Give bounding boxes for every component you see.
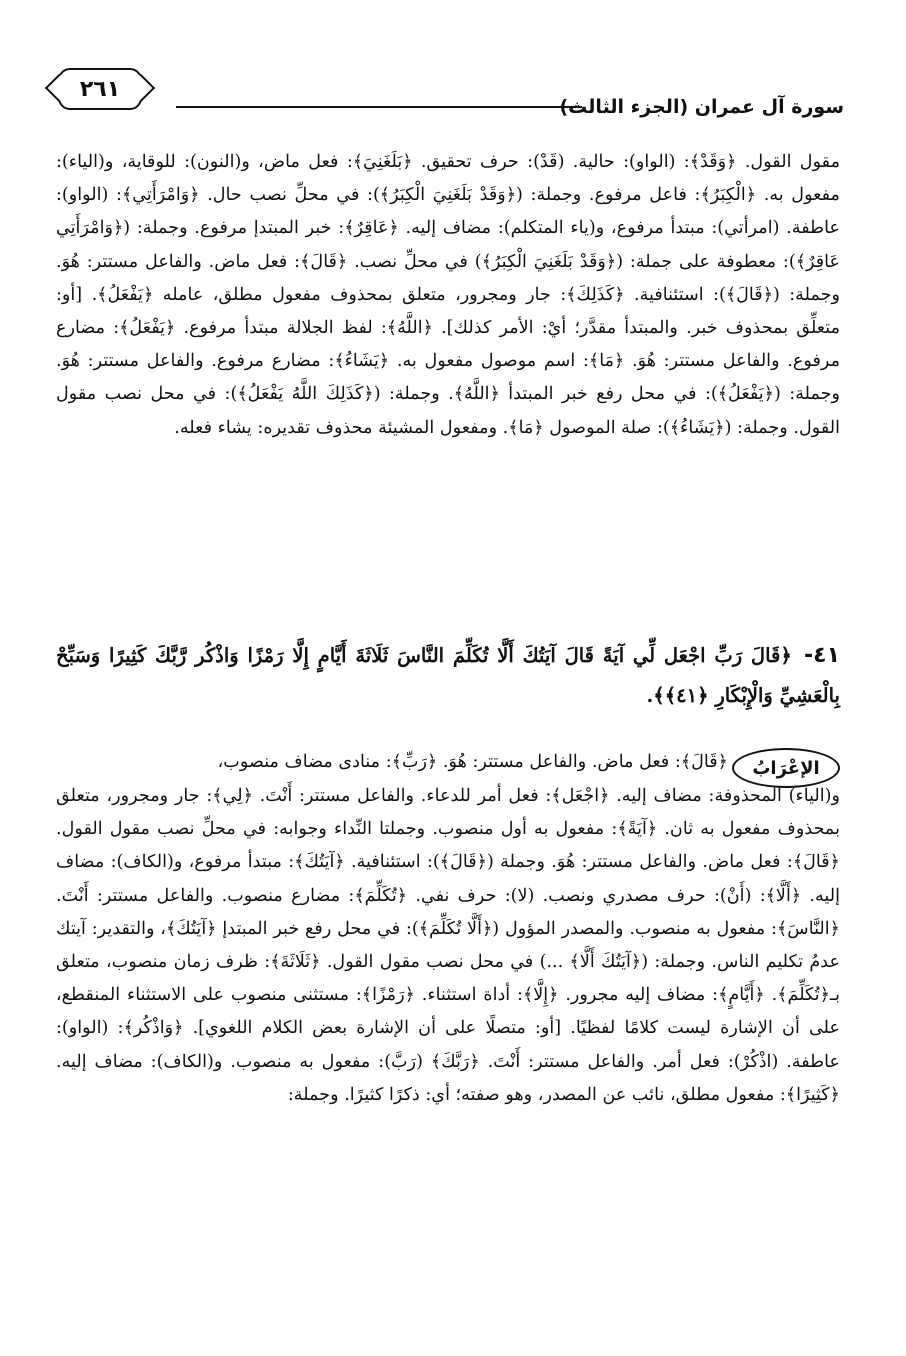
grammar-text-block-1: [56, 146, 840, 445]
grammar-text-block-2: [56, 780, 840, 1112]
grammar-text-first-line: [56, 746, 728, 779]
quran-verse: [56, 636, 840, 716]
page-number: ٢٦١: [79, 76, 121, 102]
page-header: [58, 68, 844, 120]
verse-text: ﴿قَالَ رَبِّ اجْعَل لِّي آيَةً قَالَ آيَتُكَ أَلَّا تُكَلِّمَ النَّاسَ ثَلَاثَةَ أَيَّامٍ إِلَّا رَمْزًا وَاذْكُر رَّبَّكَ كَثِيرًا وَسَبِّحْ بِالْعَشِيِّ وَالْإِبْكَارِ ﴿٤١﴾﴾.: [56, 644, 840, 707]
paragraph: مقول القول. ﴿وَقَدْ﴾: (الواو): حالية. (قَدْ): حرف تحقيق. ﴿بَلَغَنِيَ﴾: فعل ماض، و(النون): للوقاية، و(الياء): مفعول به. ﴿الْكِبَرُ﴾: فاعل مرفوع. وجملة: (﴿وَقَدْ بَلَغَنِيَ الْكِبَرُ﴾): في محلِّ نصب حال. ﴿وَامْرَأَتِي﴾: (الواو): عاطفة. (امرأتي): مبتدأ مرفوع، و(ياء المتكلم): مضاف إليه. ﴿عَاقِرٌ﴾: خبر المبتدإ مرفوع. وجملة: (﴿وَامْرَأَتِي عَاقِرٌ﴾): معطوفة على جملة: (﴿وَقَدْ بَلَغَنِيَ الْكِبَرُ﴾) في محلِّ نصب. ﴿قَالَ﴾: فعل ماض. والفاعل مستتر: هُوَ. وجملة: (﴿قَالَ﴾): استئنافية. ﴿كَذَلِكَ﴾: جار ومجرور، متعلق بمحذوف مفعول مطلق، عامله ﴿يَفْعَلُ﴾. [أو: متعلِّق بمحذوف خبر. والمبتدأ مقدَّر؛ أيْ: الأمر كذلك]. ﴿اللَّهُ﴾: لفظ الجلالة مبتدأ مرفوع. ﴿يَفْعَلُ﴾: مضارع مرفوع. والفاعل مستتر: هُوَ. ﴿مَا﴾: اسم موصول مفعول به. ﴿يَشَاءُ﴾: مضارع مرفوع. والفاعل مستتر: هُوَ. وجملة: (﴿يَفْعَلُ﴾): في محل رفع خبر المبتدأ ﴿اللَّهُ﴾. وجملة: (﴿كَذَلِكَ اللَّهُ يَفْعَلُ﴾): في محل نصب مقول القول. وجملة: (﴿يَشَاءُ﴾): صلة الموصول ﴿مَا﴾. ومفعول المشيئة محذوف تقديره: يشاء فعله.: [56, 152, 840, 438]
verse-number: ٤١-: [804, 643, 840, 668]
paragraph: ﴿قَالَ﴾: فعل ماض. والفاعل مستتر: هُوَ. ﴿رَبِّ﴾: منادى مضاف منصوب،: [217, 752, 728, 772]
header-rule: [176, 106, 582, 108]
page-title: سورة آل عمران (الجزء الثالث): [559, 96, 844, 118]
paragraph: و(الياء) المحذوفة: مضاف إليه. ﴿اجْعَل﴾: فعل أمر للدعاء. والفاعل مستتر: أَنْتَ. ﴿لِي﴾: جار ومجرور، متعلق بمحذوف مفعول به ثان. ﴿آيَةً﴾: مفعول به أول منصوب. وجملتا النِّداء وجوابه: في محلِّ نصب مقول القول. ﴿قَالَ﴾: فعل ماض. والفاعل مستتر: هُوَ. وجملة (﴿قَالَ﴾): استئنافية. ﴿آيَتُكَ﴾: مبتدأ مرفوع، و(الكاف): مضاف إليه. ﴿أَلَّا﴾: (أَنْ): حرف مصدري ونصب. (لا): حرف نفي. ﴿تُكَلِّمَ﴾: مضارع منصوب. والفاعل مستتر: أَنْتَ. ﴿النَّاسَ﴾: مفعول به منصوب. والمصدر المؤول (﴿أَلَّا تُكَلِّمَ﴾): في محل رفع خبر المبتدإ ﴿آيَتُكَ﴾، والتقدير: آيتك عدمُ تكليم الناس. وجملة: (﴿آيَتُكَ أَلَّا﴾ ...) في محل نصب مقول القول. ﴿ثَلَاثَةَ﴾: ظرف زمان منصوب، متعلق بـ﴿تُكَلِّمَ﴾. ﴿أَيَّامٍ﴾: مضاف إليه مجرور. ﴿إِلَّا﴾: أداة استثناء. ﴿رَمْزًا﴾: مستثنى منصوب على الاستثناء المنقطع، على أن الإشارة ليست كلامًا لفظيًا. [أو: متصلًا على أن الإشارة بعض الكلام اللغوي]. ﴿وَاذْكُر﴾: (الواو): عاطفة. (اذْكُرْ): فعل أمر. والفاعل مستتر: أَنْتَ. ﴿رَبَّكَ﴾ (رَبَّ): مفعول به منصوب. و(الكاف): مضاف إليه. ﴿كَثِيرًا﴾: مفعول مطلق، نائب عن المصدر، وهو صفته؛ أي: ذكرًا كثيرًا. وجملة:: [56, 786, 840, 1105]
irab-label-text: الإعْرَابُ: [752, 757, 820, 779]
page-number-frame: [58, 68, 142, 110]
